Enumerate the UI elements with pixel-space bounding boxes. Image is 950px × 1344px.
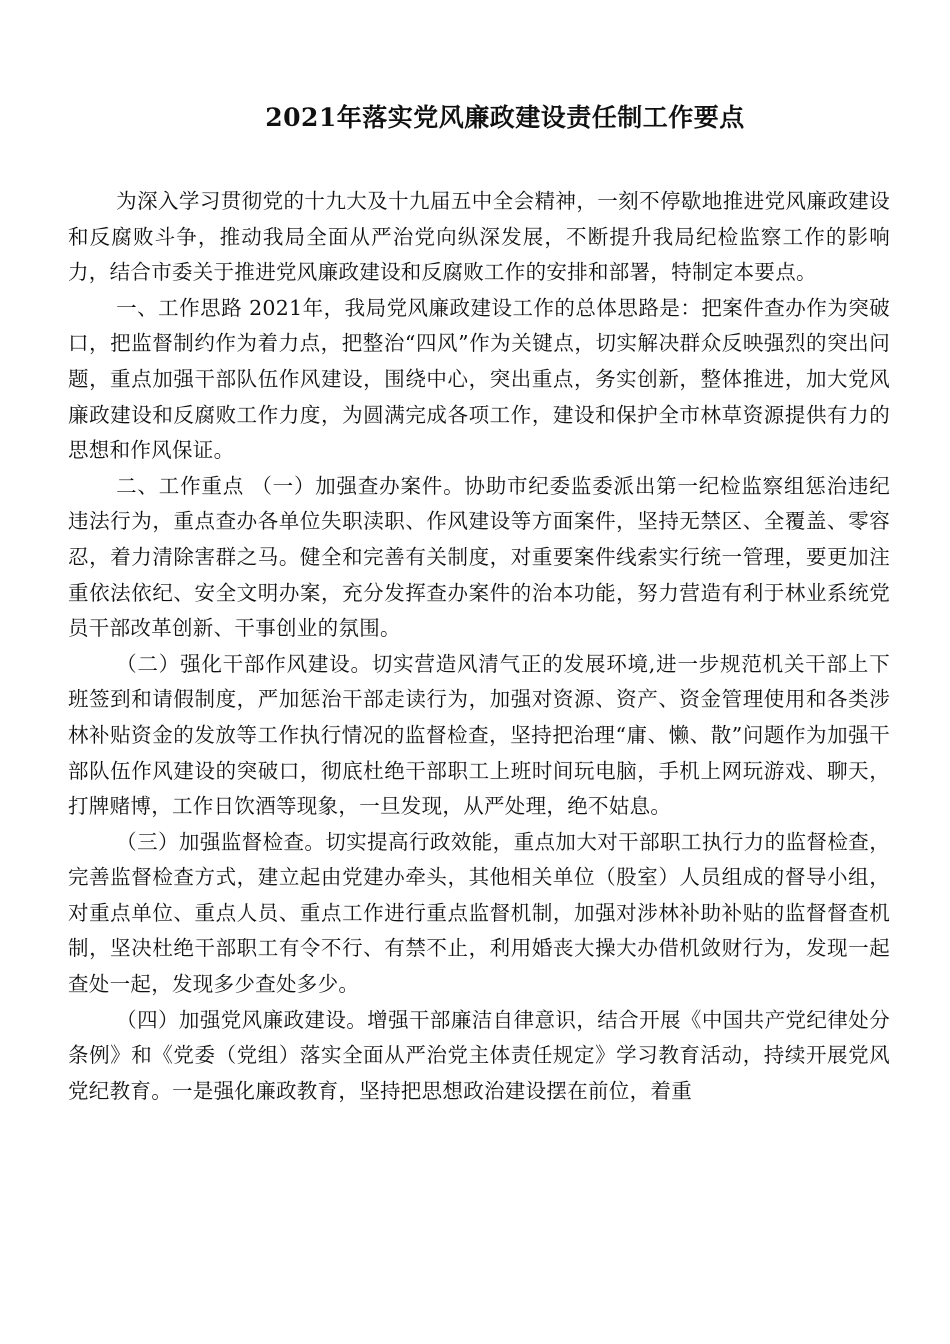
paragraph-supervision: （三）加强监督检查。切实提高行政效能，重点加大对干部职工执行力的监督检查，完善监督检查方式，建立起由党建办牵头，其他相关单位（股室）人员组成的督导小组，对重点单位、重点人员、重点工作进行重点监督机制，加强对涉林补助补贴的监督督查机制，坚决杜绝干部职工有令不行、有禁不止，利用婚丧大操大办借机敛财行为，发现一起查处一起，发现多少查处多少。 [68,829,890,997]
paragraph-intro: 为深入学习贯彻党的十九大及十九届五中全会精神，一刻不停歇地推进党风廉政建设和反腐败斗争，推动我局全面从严治党向纵深发展，不断提升我局纪检监察工作的影响力，结合市委关于推进党风廉政建设和反腐败工作的安排和部署，特制定本要点。 [68,189,890,285]
document-body [68,184,890,1109]
document-title: 2021年落实党风廉政建设责任制工作要点 [265,103,745,132]
paragraph-case-handling: 二、工作重点 （一）加强查办案件。协助市纪委监委派出第一纪检监察组惩治违纪违法行为，重点查办各单位失职渎职、作风建设等方面案件，坚持无禁区、全覆盖、零容忍，着力清除害群之马。健全和完善有关制度，对重要案件线索实行统一管理，要更加注重依法依纪、安全文明办案，充分发挥查办案件的治本功能，努力营造有利于林业系统党员干部改革创新、干事创业的氛围。 [68,473,890,641]
paragraph-integrity: （四）加强党风廉政建设。增强干部廉洁自律意识，结合开展《中国共产党纪律处分条例》和《党委（党组）落实全面从严治党主体责任规定》学习教育活动，持续开展党风党纪教育。一是强化廉政教育，坚持把思想政治建设摆在前位，着重 [68,1007,890,1103]
paragraph-work-style: （二）强化干部作风建设。切实营造风清气正的发展环境,进一步规范机关干部上下班签到和请假制度，严加惩治干部走读行为，加强对资源、资产、资金管理使用和各类涉林补贴资金的发放等工作执行情况的监督检查，坚持把治理“庸、懒、散”问题作为加强干部队伍作风建设的突破口，彻底杜绝干部职工上班时间玩电脑，手机上网玩游戏、聊天，打牌赌博，工作日饮酒等现象，一旦发现，从严处理，绝不姑息。 [68,651,890,819]
paragraph-work-approach: 一、工作思路 2021年，我局党风廉政建设工作的总体思路是：把案件查办作为突破口，把监督制约作为着力点，把整治“四风”作为关键点，切实解决群众反映强烈的突出问题，重点加强干部队伍作风建设，围绕中心，突出重点，务实创新，整体推进，加大党风廉政建设和反腐败工作力度，为圆满完成各项工作，建设和保护全市林草资源提供有力的思想和作风保证。 [68,295,890,463]
